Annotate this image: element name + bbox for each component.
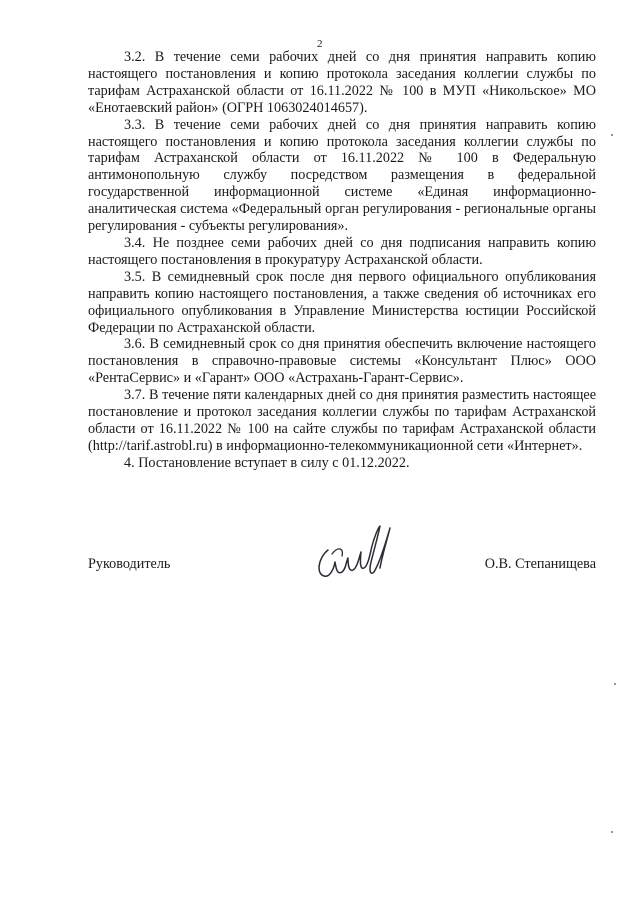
paragraph-3-7: 3.7. В течение пяти календарных дней со дня принятия разместить настоящее постановление и протокол заседания коллегии службы по тарифам Астраханской области от 16.11.2022 № 100 на сайте службы по тарифам Астраханской области (http://tarif.astrobl.ru) в информационно-телекоммуникационной сети «Интернет». (88, 387, 596, 454)
document-body (88, 49, 596, 472)
paragraph-3-4: 3.4. Не позднее семи рабочих дней со дня подписания направить копию настоящего постановления в прокуратуру Астраханской области. (88, 234, 596, 268)
signatory-name: О.В. Степанищева (484, 556, 596, 572)
scan-speck (614, 683, 616, 685)
signatory-position: Руководитель (88, 556, 171, 572)
handwritten-signature (308, 520, 400, 592)
paragraph-3-3: 3.3. В течение семи рабочих дней со дня принятия направить копию настоящего постановления и копию протокола заседания коллегии службы по тарифам Астраханской области от 16.11.2022 № 100 в Федеральную антимонопольную службу посредством размещения в федеральной государственной информационной системе «Единая информационно-аналитическая система «Федеральный орган регулирования - региональные органы регулирования - субъекты регулирования». (88, 116, 596, 235)
paragraph-3-2: 3.2. В течение семи рабочих дней со дня принятия направить копию настоящего постановления и копию протокола заседания коллегии службы по тарифам Астраханской области от 16.11.2022 № 100 в МУП «Никольское» МО «Енотаевский район» (ОГРН 1063024014657). (88, 49, 596, 116)
paragraph-3-5: 3.5. В семидневный срок после дня первого официального опубликования направить копию настоящего постановления, а также сведения об источниках его официального опубликования в Управление Министерства юстиции Российской Федерации по Астраханской области. (88, 268, 596, 336)
scan-speck (611, 134, 613, 136)
paragraph-4: 4. Постановление вступает в силу с 01.12.2022. (124, 454, 410, 471)
scan-speck (611, 831, 613, 833)
paragraph-3-6: 3.6. В семидневный срок со дня принятия обеспечить включение настоящего постановления в справочно-правовые системы «Консультант Плюс» ООО «РентаСервис» и «Гарант» ООО «Астрахань-Гарант-Сервис». (88, 336, 596, 387)
page-number: 2 (317, 38, 323, 50)
